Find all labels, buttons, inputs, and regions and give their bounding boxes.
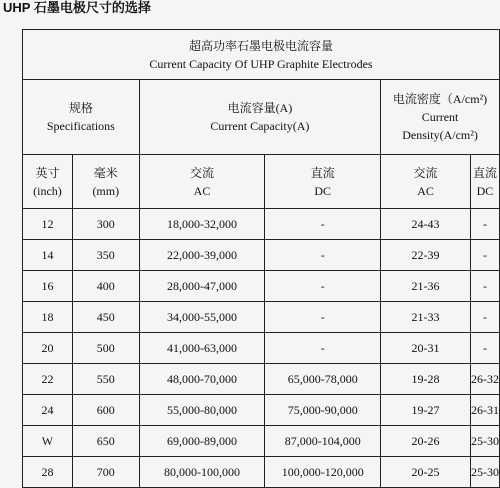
cell-inch: 20 [23, 333, 73, 364]
inch-subheader-cn: 英寸 [35, 165, 60, 180]
mm-subheader-cn: 毫米 [93, 165, 118, 180]
cell-density-ac: 20-31 [381, 333, 471, 364]
density-header-cn: 电流密度（A/cm²) [392, 92, 488, 106]
table-row [23, 209, 500, 240]
cell-density-ac: 19-28 [381, 364, 471, 395]
cell-density-dc: - [470, 271, 499, 302]
density-header [381, 80, 500, 155]
table-title-cell [23, 30, 500, 80]
cell-density-ac: 20-25 [381, 457, 471, 488]
density-ac-subheader-cn: 交流 [413, 165, 438, 180]
density-header-en-1: Current [421, 110, 459, 124]
cell-inch: W [23, 426, 73, 457]
cell-inch: 12 [23, 209, 73, 240]
table-row [23, 426, 500, 457]
cell-mm: 550 [72, 364, 139, 395]
cell-density-ac: 24-43 [381, 209, 471, 240]
current-capacity-table [22, 29, 500, 488]
density-header-en-2: Density(A/cm²) [402, 128, 478, 142]
cell-density-dc: 25-30 [470, 457, 499, 488]
table-row [23, 457, 500, 488]
cell-density-dc: - [470, 333, 499, 364]
inch-subheader [23, 155, 73, 209]
cell-density-ac: 19-27 [381, 395, 471, 426]
table-body [23, 30, 500, 488]
document-heading: UHP 石墨电极尺寸的选择 [3, 0, 151, 15]
capacity-ac-subheader [139, 155, 265, 209]
cell-density-dc: 25-30 [470, 426, 499, 457]
cell-inch: 24 [23, 395, 73, 426]
cell-ac: 22,000-39,000 [139, 240, 265, 271]
capacity-dc-subheader-en: DC [314, 183, 332, 198]
table-title-cn: 超高功率石墨电极电流容量 [188, 38, 333, 53]
cell-mm: 600 [72, 395, 139, 426]
specs-header [23, 80, 140, 155]
inch-subheader-en: (inch) [33, 183, 62, 198]
cell-inch: 18 [23, 302, 73, 333]
capacity-header-en: Current Capacity(A) [210, 119, 310, 133]
cell-dc: 75,000-90,000 [265, 395, 381, 426]
cell-density-ac: 20-26 [381, 426, 471, 457]
cell-density-dc: 26-31 [470, 395, 499, 426]
table-row [23, 302, 500, 333]
mm-subheader [72, 155, 139, 209]
cell-mm: 350 [72, 240, 139, 271]
cell-ac: 34,000-55,000 [139, 302, 265, 333]
table-title-row [23, 30, 500, 80]
capacity-ac-subheader-cn: 交流 [190, 165, 215, 180]
cell-density-dc: - [470, 240, 499, 271]
cell-ac: 55,000-80,000 [139, 395, 265, 426]
density-ac-subheader-en: AC [417, 183, 434, 198]
cell-mm: 400 [72, 271, 139, 302]
cell-inch: 14 [23, 240, 73, 271]
cell-mm: 500 [72, 333, 139, 364]
density-ac-subheader [381, 155, 471, 209]
cell-dc: - [265, 302, 381, 333]
cell-inch: 16 [23, 271, 73, 302]
cell-density-dc: - [470, 302, 499, 333]
mm-subheader-en: (mm) [92, 183, 120, 198]
cell-ac: 48,000-70,000 [139, 364, 265, 395]
cell-density-dc: 26-32 [470, 364, 499, 395]
cell-density-ac: 21-36 [381, 271, 471, 302]
cell-mm: 450 [72, 302, 139, 333]
cell-inch: 22 [23, 364, 73, 395]
capacity-dc-subheader [265, 155, 381, 209]
cell-inch: 28 [23, 457, 73, 488]
cell-ac: 18,000-32,000 [139, 209, 265, 240]
cell-dc: - [265, 271, 381, 302]
cell-dc: - [265, 333, 381, 364]
cell-mm: 300 [72, 209, 139, 240]
cell-ac: 69,000-89,000 [139, 426, 265, 457]
cell-dc: - [265, 240, 381, 271]
table-title-en: Current Capacity Of UHP Graphite Electrodes [149, 56, 373, 71]
capacity-ac-subheader-en: AC [193, 183, 211, 198]
specs-header-cn: 规格 [68, 101, 93, 115]
cell-mm: 700 [72, 457, 139, 488]
density-dc-subheader-en: DC [476, 183, 494, 198]
table-group-header-row [23, 80, 500, 155]
density-dc-subheader [470, 155, 499, 209]
cell-dc: 100,000-120,000 [265, 457, 381, 488]
cell-density-dc: - [470, 209, 499, 240]
cell-ac: 41,000-63,000 [139, 333, 265, 364]
table-subheader-row [23, 155, 500, 209]
cell-ac: 28,000-47,000 [139, 271, 265, 302]
density-dc-subheader-cn: 直流 [472, 165, 497, 180]
cell-dc: 65,000-78,000 [265, 364, 381, 395]
table-row [23, 333, 500, 364]
cell-ac: 80,000-100,000 [139, 457, 265, 488]
cell-dc: - [265, 209, 381, 240]
cell-density-ac: 21-33 [381, 302, 471, 333]
capacity-header [139, 80, 380, 155]
table-row [23, 240, 500, 271]
cell-density-ac: 22-39 [381, 240, 471, 271]
specs-header-en: Specifications [46, 119, 115, 133]
table-row [23, 395, 500, 426]
table-row [23, 271, 500, 302]
cell-mm: 650 [72, 426, 139, 457]
capacity-header-cn: 电流容量(A) [227, 101, 293, 115]
cell-dc: 87,000-104,000 [265, 426, 381, 457]
capacity-dc-subheader-cn: 直流 [310, 165, 335, 180]
table-row [23, 364, 500, 395]
